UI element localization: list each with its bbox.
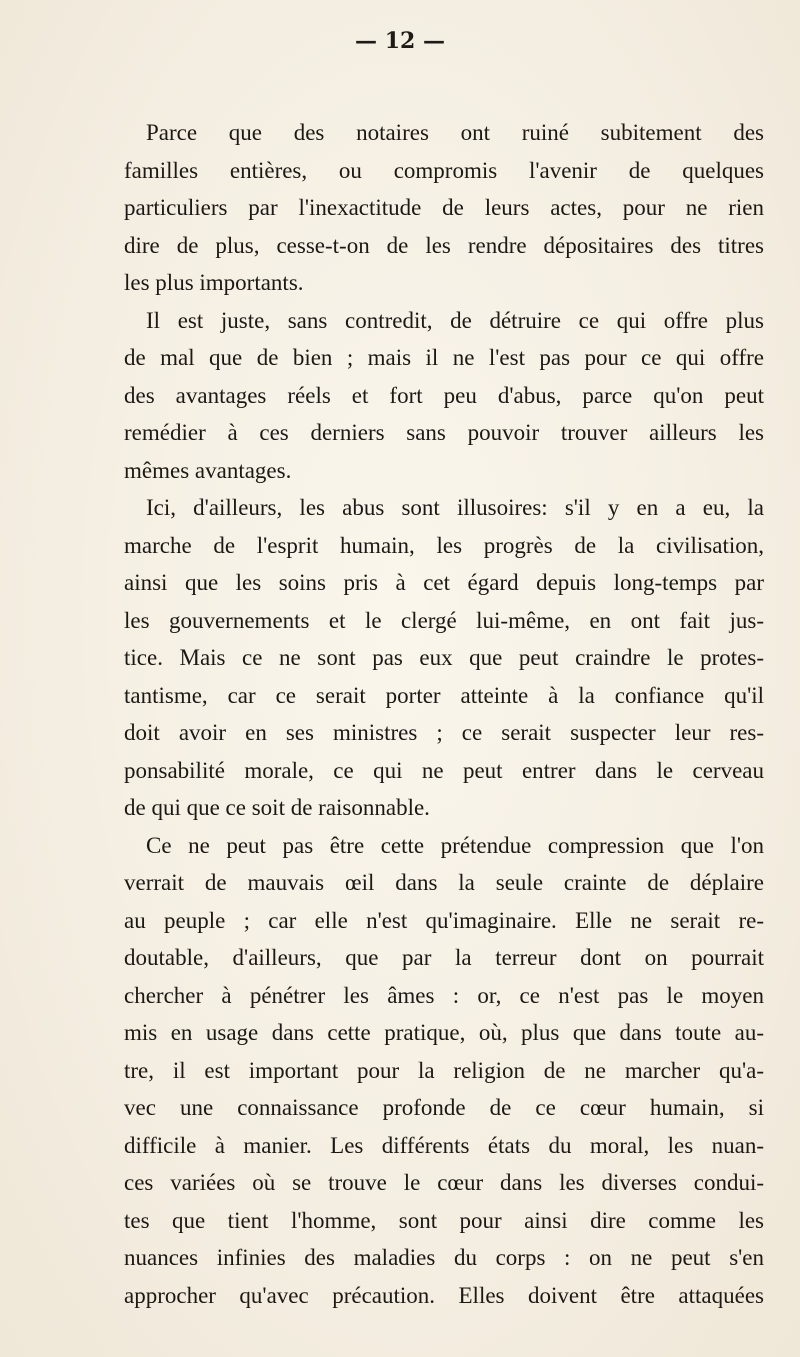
text-line: au peuple ; car elle n'est qu'imaginaire. Elle ne serait re- bbox=[124, 907, 764, 933]
text-line: mis en usage dans cette pratique, où, plus que dans toute au- bbox=[124, 1020, 764, 1045]
text-line: verrait de mauvais œil dans la seule crainte de déplaire bbox=[124, 870, 764, 895]
text-line: Ce ne peut pas être cette prétendue compression que l'on bbox=[146, 832, 764, 858]
text-line: les plus importants. bbox=[124, 270, 304, 295]
text-line: Ici, d'ailleurs, les abus sont illusoires: s'il y en a eu, la bbox=[146, 495, 764, 520]
text-line: ainsi que les soins pris à cet égard depuis long-temps par bbox=[124, 570, 764, 595]
text-line: mêmes avantages. bbox=[124, 457, 292, 483]
text-line: remédier à ces derniers sans pouvoir trouver ailleurs les bbox=[124, 420, 764, 445]
text-line: nuances infinies des maladies du corps : on ne peut s'en bbox=[124, 1245, 764, 1270]
text-line: Il est juste, sans contredit, de détruire ce qui offre plus bbox=[146, 307, 764, 333]
body-text bbox=[124, 114, 764, 1314]
text-line: ponsabilité morale, ce qui ne peut entrer dans le cerveau bbox=[124, 757, 764, 783]
text-line: les gouvernements et le clergé lui-même, en ont fait jus- bbox=[124, 607, 764, 633]
page-number-header: — 12 — bbox=[355, 28, 445, 54]
text-line: tice. Mais ce ne sont pas eux que peut craindre le protes- bbox=[124, 645, 764, 670]
text-line: particuliers par l'inexactitude de leurs actes, pour ne rien bbox=[124, 195, 764, 220]
text-line: ces variées où se trouve le cœur dans les diverses condui- bbox=[124, 1170, 764, 1195]
text-line: tre, il est important pour la religion de ne marcher qu'a- bbox=[124, 1057, 764, 1083]
text-line: difficile à manier. Les différents états du moral, les nuan- bbox=[124, 1132, 764, 1158]
text-line: approcher qu'avec précaution. Elles doivent être attaquées bbox=[124, 1282, 764, 1308]
text-line: dire de plus, cesse-t-on de les rendre dépositaires des titres bbox=[124, 232, 764, 258]
text-line: des avantages réels et fort peu d'abus, parce qu'on peut bbox=[124, 382, 764, 408]
text-line: vec une connaissance profonde de ce cœur humain, si bbox=[124, 1095, 764, 1120]
text-line: doit avoir en ses ministres ; ce serait suspecter leur res- bbox=[124, 720, 764, 745]
text-line: tes que tient l'homme, sont pour ainsi dire comme les bbox=[124, 1207, 764, 1233]
text-line: de qui que ce soit de raisonnable. bbox=[124, 795, 430, 820]
text-line: de mal que de bien ; mais il ne l'est pas pour ce qui offre bbox=[124, 345, 764, 370]
text-line: marche de l'esprit humain, les progrès de la civilisation, bbox=[124, 532, 764, 558]
text-line: doutable, d'ailleurs, que par la terreur dont on pourrait bbox=[124, 945, 764, 970]
text-line: familles entières, ou compromis l'avenir de quelques bbox=[124, 157, 764, 183]
text-line: chercher à pénétrer les âmes : or, ce n'est pas le moyen bbox=[124, 982, 764, 1008]
text-line: tantisme, car ce serait porter atteinte à la confiance qu'il bbox=[124, 682, 764, 708]
text-line: Parce que des notaires ont ruiné subitement des bbox=[146, 120, 764, 145]
